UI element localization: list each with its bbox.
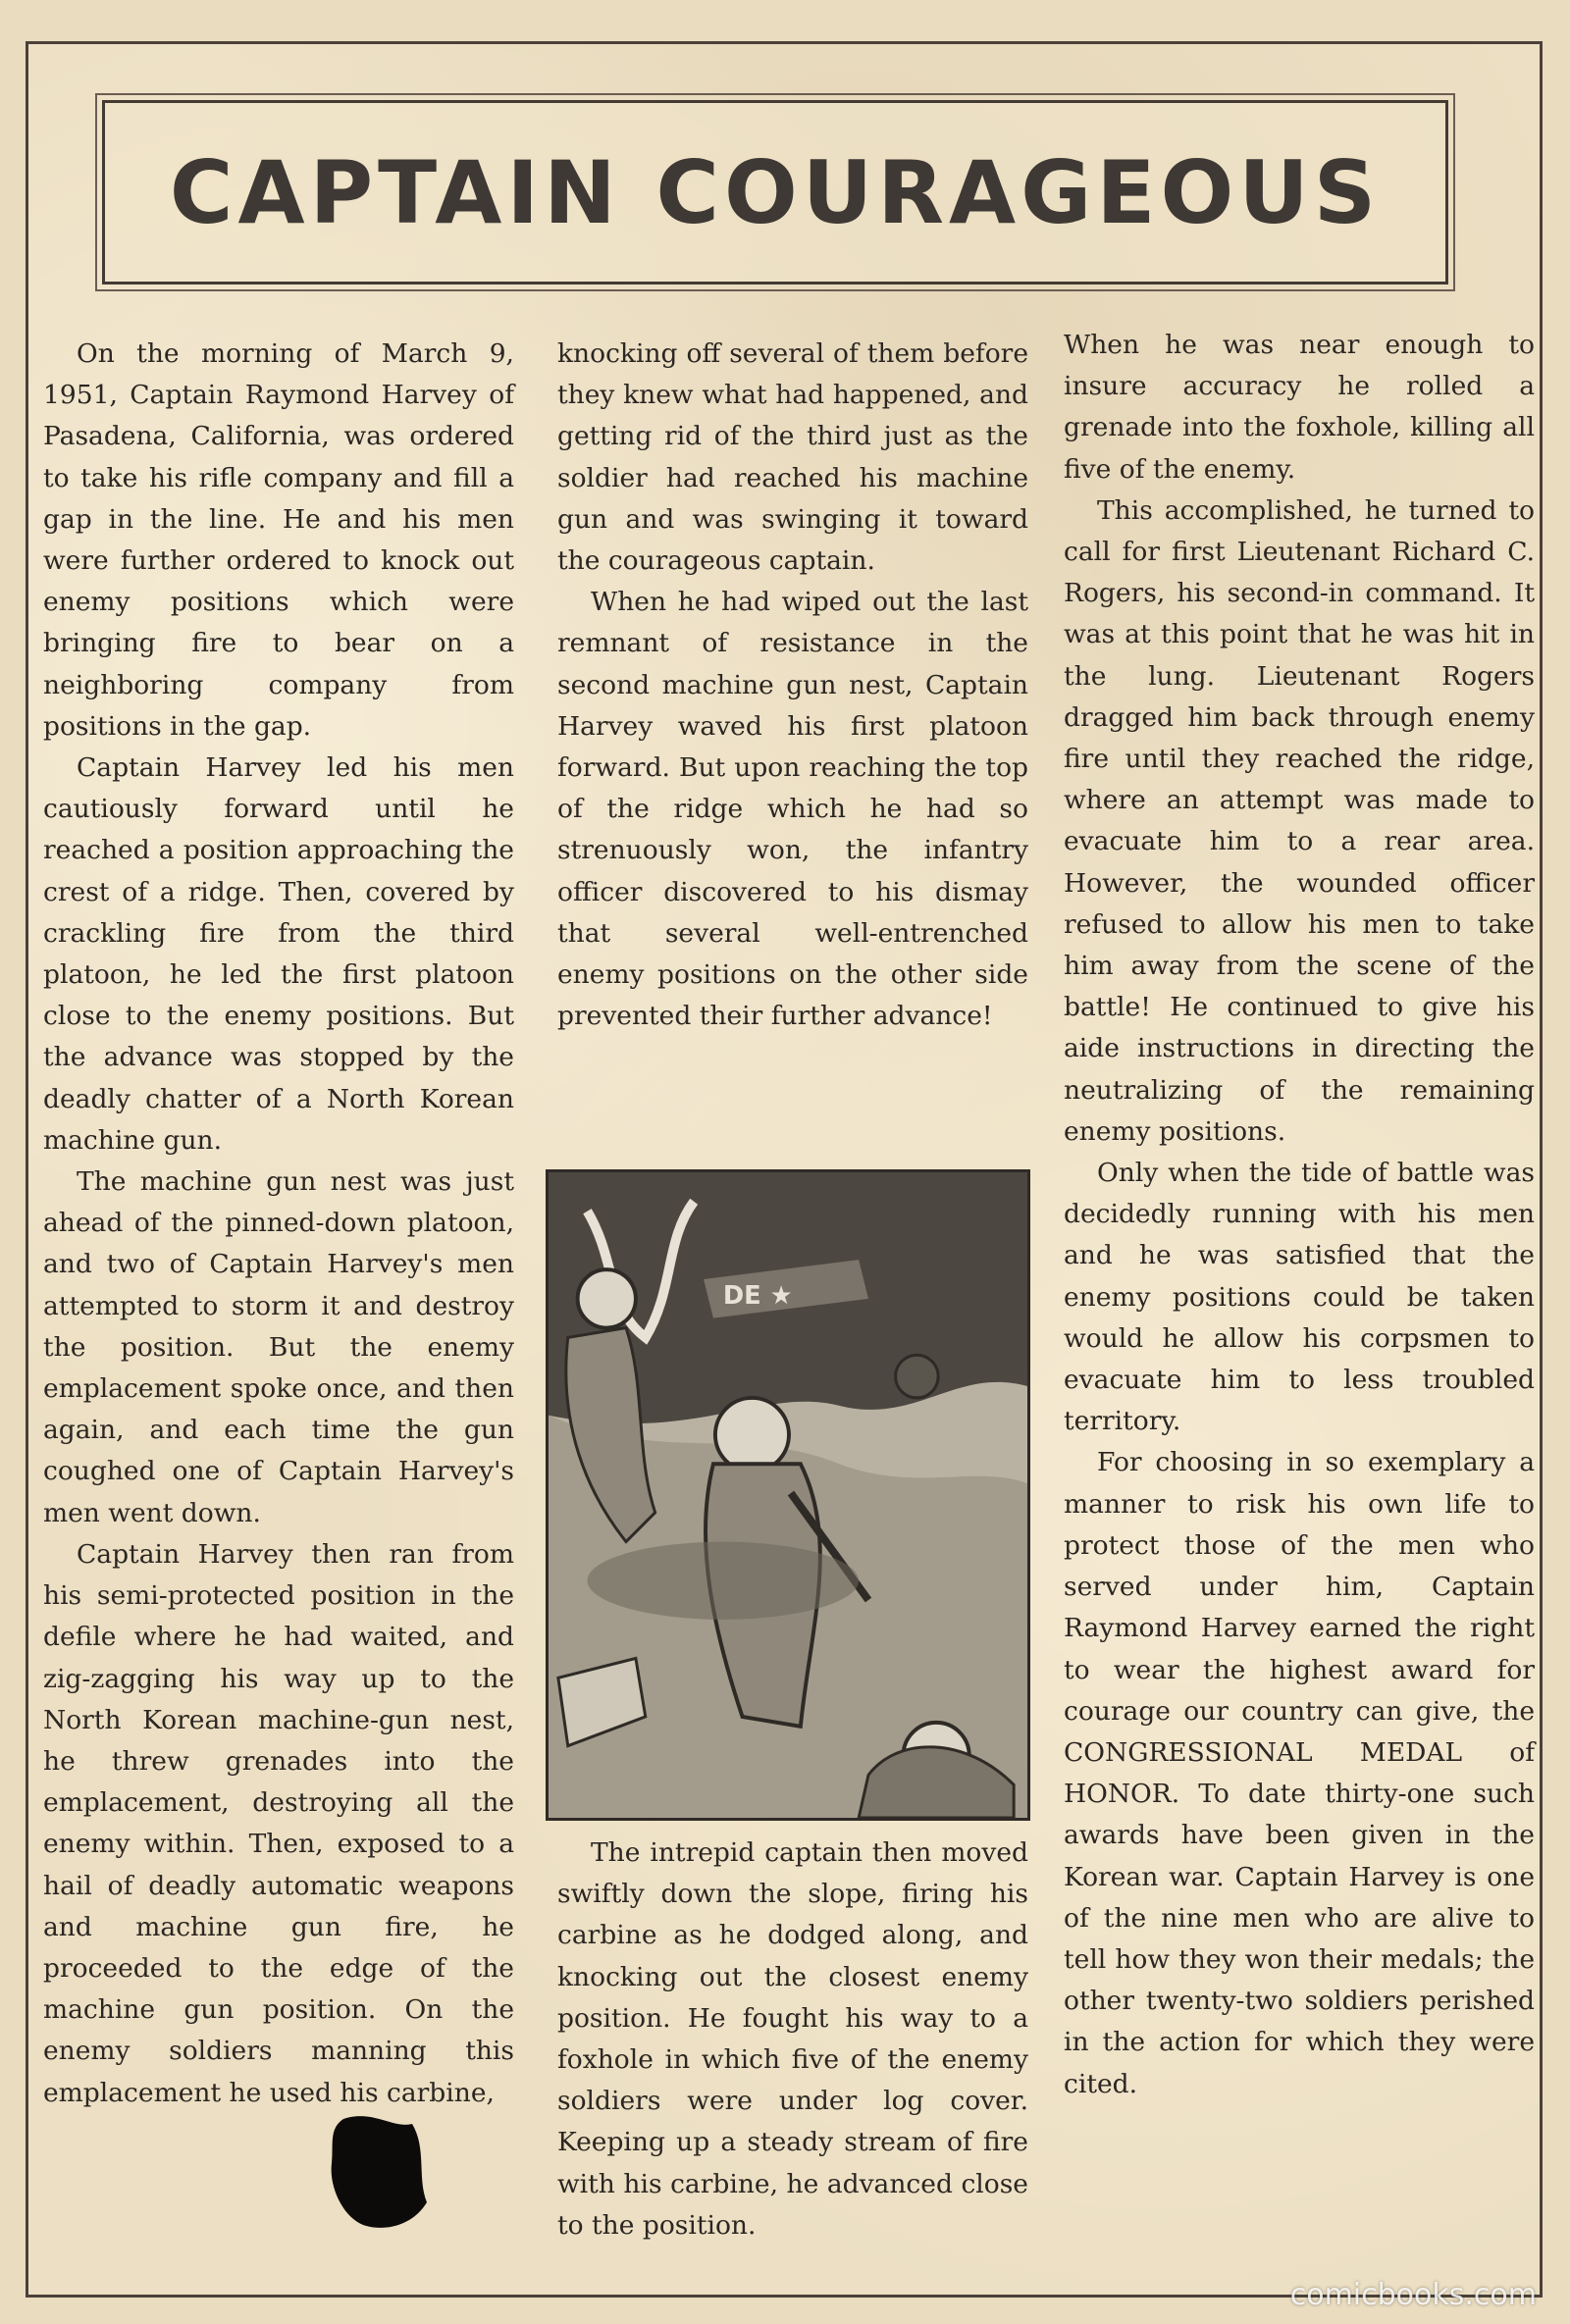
watermark: comicbooks.com	[1289, 2278, 1537, 2312]
paragraph: The machine gun nest was just ahead of the pinned-down platoon, and two of Captain Harvey's men attempted to storm it and destroy the position. But the enemy emplacement spoke once, and then again, and each time the gun coughed one of Captain Harvey's men went down.	[43, 1166, 514, 1528]
paragraph: This accomplished, he turned to call for first Lieutenant Richard C. Rogers, his second-in command. It was at this point that he was hit in the lung. Lieutenant Rogers dragged him back through enemy fire until they reached the ridge, where an attempt was made to evacuate him to a rear area. However, the wounded officer refused to allow his men to take him away from the scene of the battle! He continued to give his aide instructions in directing the neutralizing of the remaining enemy positions.	[1064, 494, 1535, 1147]
paragraph: Captain Harvey led his men cautiously forward until he reached a position approaching the crest of a ridge. Then, covered by crackling fire from the third platoon, he led the first platoon close to the enemy positions. But the advance was stopped by the deadly chatter of a North Korean machine gun.	[43, 752, 514, 1156]
column-2-bottom	[557, 1833, 1028, 2247]
svg-text:DE ★: DE ★	[722, 1280, 793, 1311]
soldiers-illustration	[549, 1172, 1027, 1818]
paragraph: Only when the tide of battle was decidedly running with his men and he was satisfied that the enemy positions could be taken would he allow his corpsmen to evacuate him to less troubled territory.	[1064, 1158, 1535, 1437]
paragraph: On the morning of March 9, 1951, Captain Raymond Harvey of Pasadena, California, was ordered to take his rifle company and fill a gap in the line. He and his men were further ordered to knock out enemy positions which were bringing fire to bear on a neighboring company from positions in the gap.	[43, 338, 514, 742]
title-box	[102, 100, 1448, 284]
column-1	[43, 334, 514, 2114]
paragraph: When he had wiped out the last remnant of resistance in the second machine gun nest, Captain Harvey waved his first platoon forward. But upon reaching the top of the ridge which he had so strenuously won, the infantry officer discovered to his dismay that several well-entrenched enemy positions on the other side prevented their further advance!	[557, 587, 1028, 1032]
column-2-top	[557, 334, 1028, 1037]
article-title: CAPTAIN COURAGEOUS	[169, 141, 1382, 243]
paragraph: When he was near enough to insure accuracy he rolled a grenade into the foxhole, killing all five of the enemy.	[1064, 330, 1535, 485]
paragraph: For choosing in so exemplary a manner to risk his own life to protect those of the men who served under him, Captain Raymond Harvey earned the right to wear the highest award for courage our country can give, the CONGRESSIONAL MEDAL of HONOR. To date thirty-one such awards have been given in the Korean war. Captain Harvey is one of the nine men who are alive to tell how they won their medals; the other twenty-two soldiers perished in the action for which they were cited.	[1064, 1447, 1535, 2099]
paragraph: The intrepid captain then moved swiftly down the slope, firing his carbine as he dodged along, and knocking out the closest enemy position. He fought his way to a foxhole in which five of the enemy soldiers were under log cover. Keeping up a steady stream of fire with his carbine, he advanced close to the position.	[557, 1837, 1028, 2241]
paper-hole	[324, 2109, 432, 2237]
column-3	[1064, 325, 1535, 2105]
paragraph: knocking off several of them before they knew what had happened, and getting rid of the third just as the soldier had reached his machine gun and was swinging it toward the courageous captain.	[557, 338, 1028, 577]
battle-illustration	[546, 1169, 1030, 1821]
paragraph: Captain Harvey then ran from his semi-protected position in the defile where he had waited, and zig-zagging his way up to the North Korean machine-gun nest, he threw grenades into the emplacement, destroying all the enemy within. Then, exposed to a hail of deadly automatic weapons and machine gun fire, he proceeded to the edge of the machine gun position. On the enemy soldiers manning this emplacement he used his carbine,	[43, 1538, 514, 2108]
